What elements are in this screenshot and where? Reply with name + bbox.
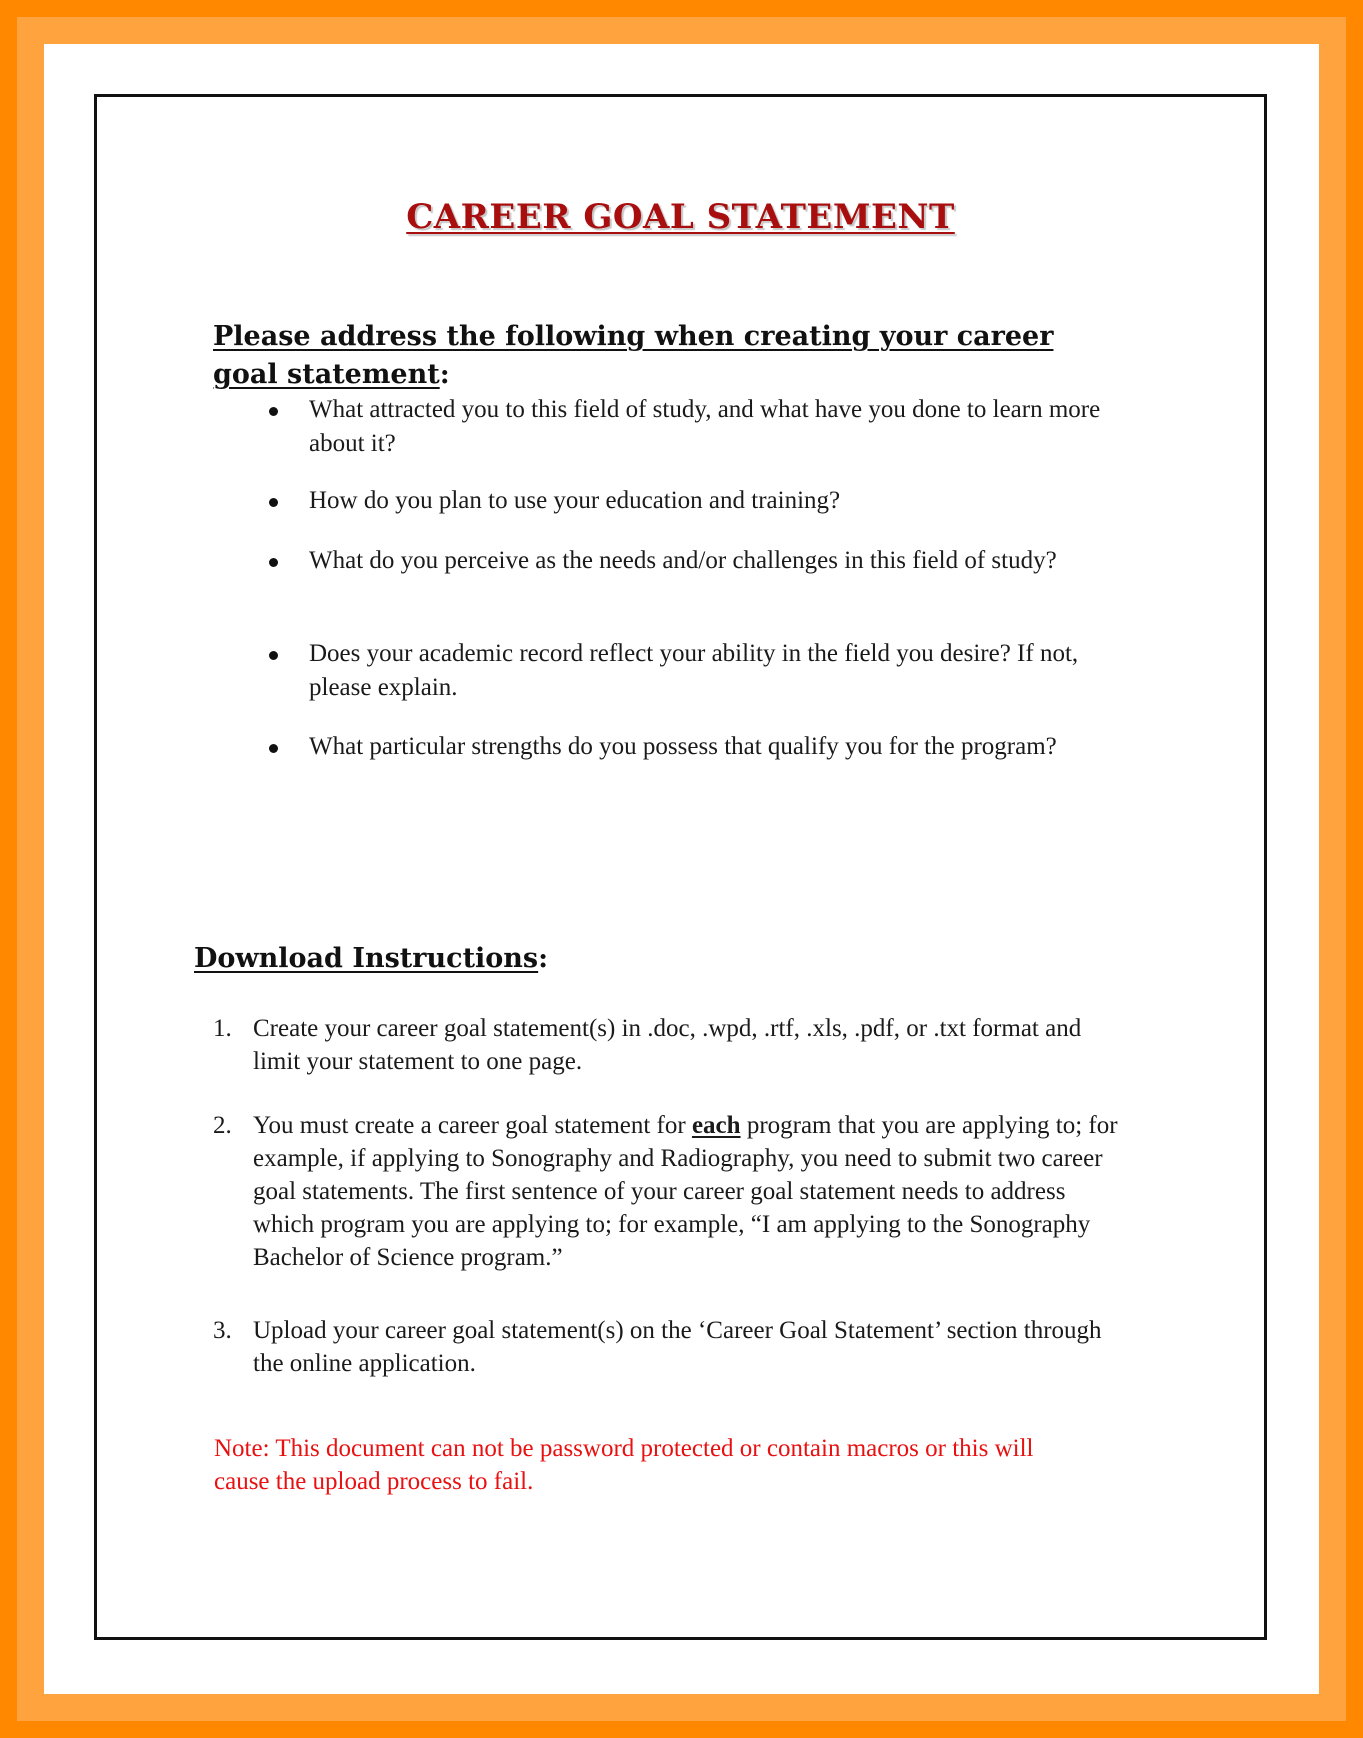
item-number: 2.: [213, 1112, 232, 1139]
page-title: CAREER GOAL STATEMENT: [406, 197, 955, 237]
item-number: 1.: [213, 1015, 232, 1042]
list-item: [213, 1012, 1123, 1078]
bullet-text: What do you perceive as the needs and/or challenges in this field of study?: [309, 547, 1057, 574]
bullet-icon: [269, 651, 278, 660]
item-text: Upload your career goal statement(s) on the ‘Career Goal Statement’ section through the online application.: [253, 1317, 1102, 1377]
list-item: [213, 1314, 1123, 1380]
list-item: [309, 544, 1109, 578]
bullet-icon: [269, 744, 278, 753]
document-body: [94, 94, 1267, 1640]
bullet-icon: [269, 407, 278, 416]
bullet-text: Does your academic record reflect your ability in the field you desire? If not, please explain.: [309, 640, 1079, 701]
download-section-heading: [194, 940, 1094, 978]
item-text-before: You must create a career goal statement for: [253, 1112, 692, 1139]
upload-note: Note: This document can not be password protected or contain macros or this will cause the upload process to fail.: [214, 1435, 1034, 1495]
address-section-heading: [213, 318, 1113, 394]
list-item: [309, 637, 1109, 705]
bullet-text: What particular strengths do you possess that qualify you for the program?: [309, 733, 1057, 760]
bullet-text: What attracted you to this field of study, and what have you done to learn more about it?: [309, 396, 1101, 457]
list-item: [309, 393, 1109, 461]
download-heading-text: Download Instructions: [194, 943, 539, 974]
bullet-icon: [269, 558, 278, 567]
item-number: 3.: [213, 1317, 232, 1344]
item-text-after: program that you are applying to; for example, if applying to Sonography and Radiography, you need to submit two career goal statements. The first sentence of your career goal statement needs to address which program you are applying to; for example, “I am applying to the Sonography Bachelor of Science program.”: [253, 1112, 1118, 1271]
bullet-text: How do you plan to use your education and training?: [309, 487, 841, 514]
address-heading-colon: :: [439, 359, 450, 390]
download-heading-colon: :: [538, 943, 549, 974]
list-item: [309, 730, 1109, 764]
emphasis-each: each: [691, 1112, 741, 1139]
list-item: [309, 484, 1109, 518]
list-item: [213, 1109, 1123, 1274]
address-heading-text: Please address the following when creating your career goal statement: [213, 321, 1054, 390]
item-text: Create your career goal statement(s) in .doc, .wpd, .rtf, .xls, .pdf, or .txt format and limit your statement to one page.: [253, 1015, 1082, 1075]
bullet-icon: [269, 498, 278, 507]
